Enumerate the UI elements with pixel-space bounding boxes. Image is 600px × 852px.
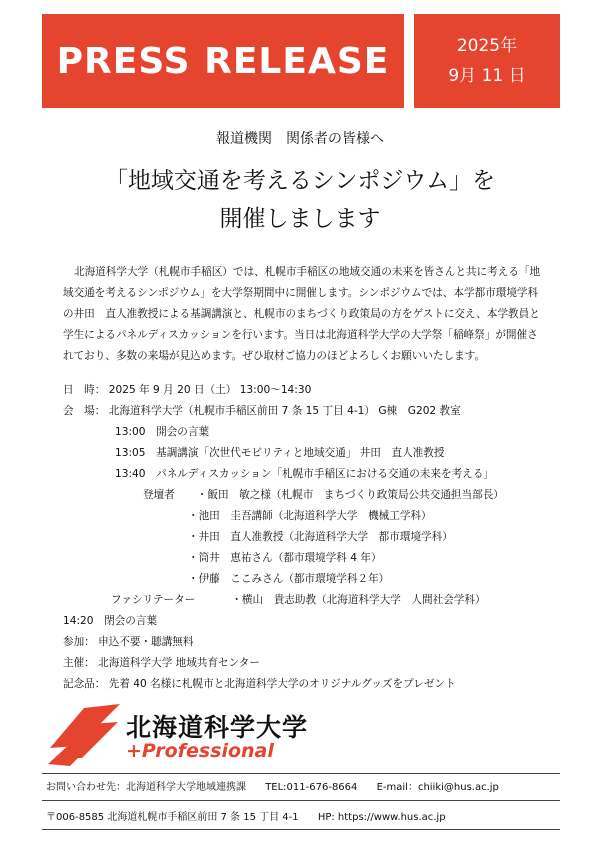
address-bar (42, 806, 560, 830)
logo-mark-icon (44, 702, 124, 768)
contact-bar (42, 773, 560, 801)
banner-text: PRESS RELEASE (56, 40, 390, 82)
addressee-line: 報道機関 関係者の皆様へ (216, 131, 384, 147)
facilitator-row (63, 590, 563, 611)
logo-tagline: +Professional (126, 740, 274, 762)
release-date: 9月 11 日 (448, 66, 526, 86)
speaker-item: ・井田 直人准教授（北海道科学大学 都市環境学科） (188, 531, 453, 543)
event-details (63, 380, 563, 695)
logo-name: 北海道科学大学 (126, 713, 309, 742)
fee-row: 参加： 申込不要・聴講無料 (63, 636, 194, 648)
contact-email[interactable]: E-mail：chiiki@hus.ac.jp (376, 782, 499, 793)
speaker-item: ・飯田 敏之様（札幌市 まちづくり政策局公共交通担当部長） (196, 489, 504, 501)
contact-label: お問い合わせ先：北海道科学大学地域連携課 (46, 782, 246, 793)
press-release-banner (42, 14, 404, 108)
title-line-1: 「地域交通を考えるシンポジウム」を (104, 168, 496, 194)
venue-row (63, 401, 563, 422)
date-box (414, 14, 560, 108)
program-item: 13:00 開会の言葉 (115, 426, 210, 438)
date-label: 日 時： (63, 384, 106, 396)
gift-row: 記念品： 先着 40 名様に札幌市と北海道科学大学のオリジナルグッズをプレゼント (63, 678, 456, 690)
venue-value: 北海道科学大学（札幌市手稲区前田 7 条 15 丁目 4-1） G棟 G202 教室 (108, 405, 461, 417)
speakers-label: 登壇者 (143, 489, 175, 501)
intro-line: 域交通を考えるシンポジウム」を大学祭期間中に開催します。シンポジウムでは、本学都市環境学科 (63, 287, 539, 299)
speaker-item: ・筒井 恵祐さん（都市環境学科 4 年） (188, 552, 382, 564)
intro-paragraph (63, 262, 553, 367)
facilitator-label: ファシリテーター (111, 594, 196, 606)
date-value: 2025 年 9 月 20 日（土） 13:00～14:30 (108, 384, 312, 396)
program-item: 13:40 パネルディスカッション「札幌市手稲区における交通の未来を考える」 (115, 468, 494, 480)
intro-line: れており、多数の来場が見込めます。ぜひ取材ご協力のほどよろしくお願いいたします。 (63, 350, 486, 362)
contact-tel: TEL:011-676-8664 (265, 782, 358, 793)
facilitator-name: ・横山 貴志助教（北海道科学大学 人間社会学科） (231, 594, 486, 606)
venue-label: 会 場： (63, 405, 106, 417)
organizer-row: 主催： 北海道科学大学 地域共育センター (63, 657, 260, 669)
release-year: 2025年 (456, 36, 518, 56)
intro-line: 北海道科学大学（札幌市手稲区）では、札幌市手稲区の地域交通の未来を皆さんと共に考える「地 (74, 266, 541, 278)
title-line-2: 開催しまします (219, 206, 381, 232)
date-row (63, 380, 563, 401)
closing-row: 14:20 閉会の言葉 (63, 615, 158, 627)
university-logo (44, 702, 444, 768)
homepage-link[interactable]: HP: https://www.hus.ac.jp (317, 812, 446, 823)
speaker-row (63, 485, 563, 506)
speaker-item: ・池田 圭吾講師（北海道科学大学 機械工学科） (188, 510, 432, 522)
program-item: 13:05 基調講演「次世代モビリティと地域交通」 井田 直人准教授 (115, 447, 445, 459)
address: 〒006-8585 北海道札幌市手稲区前田 7 条 15 丁目 4-1 (46, 812, 299, 823)
speaker-item: ・伊藤 ここみさん（都市環境学科２年） (188, 573, 390, 585)
intro-line: の井田 直人准教授による基調講演と、札幌市のまちづくり政策局の方をゲストに交え、本学教員と (63, 308, 540, 320)
document-title (0, 162, 600, 238)
intro-line: 学生によるパネルディスカッションを行います。当日は北海道科学大学の大学祭「稲峰祭」が開催さ (63, 329, 538, 341)
